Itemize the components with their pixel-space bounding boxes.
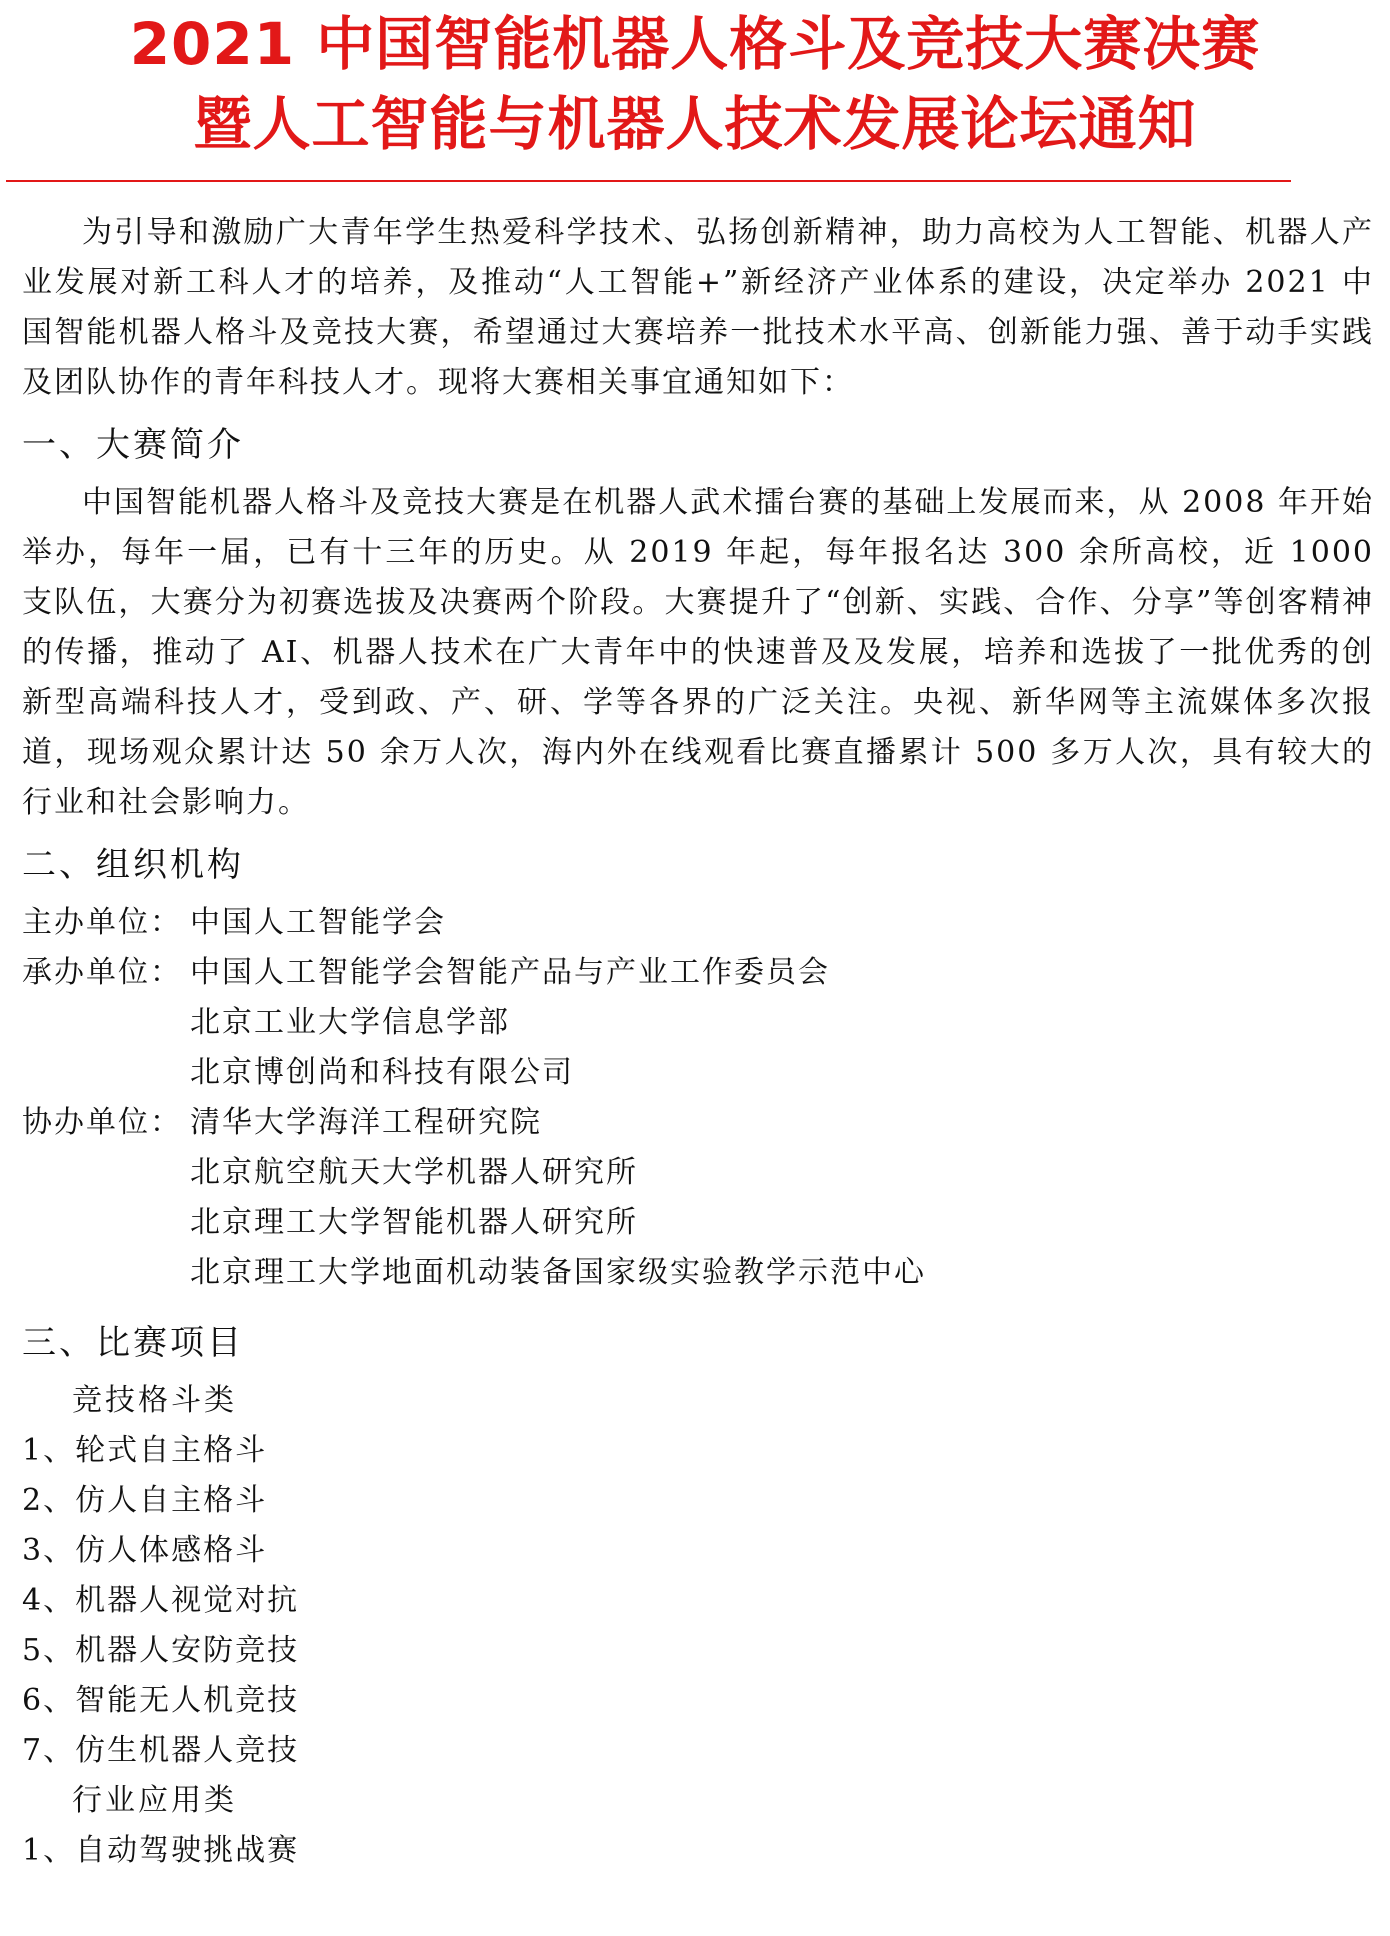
event-item: 2、仿人自主格斗 <box>22 1483 268 1518</box>
category-heading-combat: 竞技格斗类 <box>72 1383 237 1418</box>
organizer-name: 北京博创尚和科技有限公司 <box>190 1055 574 1090</box>
organizer-label: 承办单位： <box>22 955 182 990</box>
document-body <box>22 208 1374 1876</box>
host-row <box>22 898 1374 948</box>
event-item: 5、机器人安防竞技 <box>22 1633 300 1668</box>
event-item: 1、轮式自主格斗 <box>22 1433 268 1468</box>
section-heading-intro: 一、大赛简介 <box>22 425 244 465</box>
organizer-name: 中国人工智能学会智能产品与产业工作委员会 <box>190 955 830 990</box>
co-organizer-name: 北京航空航天大学机器人研究所 <box>190 1155 638 1190</box>
competition-intro-paragraph: 中国智能机器人格斗及竞技大赛是在机器人武术擂台赛的基础上发展而来，从 2008 年开始举办，每年一届，已有十三年的历史。从 2019 年起，每年报名达 300 余所高校，近 1000 支队伍，大赛分为初赛选拔及决赛两个阶段。大赛提升了“创新、实践、合作、分享”等创客精神的传播，推动了 AI、机器人技术在广大青年中的快速普及及发展，培养和选拔了一批优秀的创新型高端科技人才，受到政、产、研、学等各界的广泛关注。央视、新华网等主流媒体多次报道，现场观众累计达 50 余万人次，海内外在线观看比赛直播累计 500 多万人次，具有较大的行业和社会影响力。 <box>22 485 1374 820</box>
co-organizer-name: 北京理工大学地面机动装备国家级实验教学示范中心 <box>190 1255 926 1290</box>
co-organizer-row <box>22 1098 1374 1298</box>
intro-paragraph: 为引导和激励广大青年学生热爱科学技术、弘扬创新精神，助力高校为人工智能、机器人产业发展对新工科人才的培养，及推动“人工智能+”新经济产业体系的建设，决定举办 2021 中国智能机器人格斗及竞技大赛，希望通过大赛培养一批技术水平高、创新能力强、善于动手实践及团队协作的青年科技人才。现将大赛相关事宜通知如下： <box>22 215 1374 400</box>
host-name: 中国人工智能学会 <box>190 905 446 940</box>
section-heading-events: 三、比赛项目 <box>22 1323 244 1363</box>
document-title-line1: 2021 中国智能机器人格斗及竞技大赛决赛 <box>129 10 1261 78</box>
organizer-name: 北京工业大学信息学部 <box>190 1005 510 1040</box>
event-item: 3、仿人体感格斗 <box>22 1533 268 1568</box>
event-item: 7、仿生机器人竞技 <box>22 1733 300 1768</box>
section-heading-organization: 二、组织机构 <box>22 845 244 885</box>
event-item: 6、智能无人机竞技 <box>22 1683 300 1718</box>
host-label: 主办单位： <box>22 905 182 940</box>
co-organizer-name: 北京理工大学智能机器人研究所 <box>190 1205 638 1240</box>
event-item: 1、自动驾驶挑战赛 <box>22 1833 300 1868</box>
co-organizer-name: 清华大学海洋工程研究院 <box>190 1105 542 1140</box>
co-organizer-label: 协办单位： <box>22 1105 182 1140</box>
event-item: 4、机器人视觉对抗 <box>22 1583 300 1618</box>
document-title-line2: 暨人工智能与机器人技术发展论坛通知 <box>193 90 1197 158</box>
category-heading-industry: 行业应用类 <box>72 1783 237 1818</box>
organizer-row <box>22 948 1374 1098</box>
title-divider <box>6 180 1291 182</box>
